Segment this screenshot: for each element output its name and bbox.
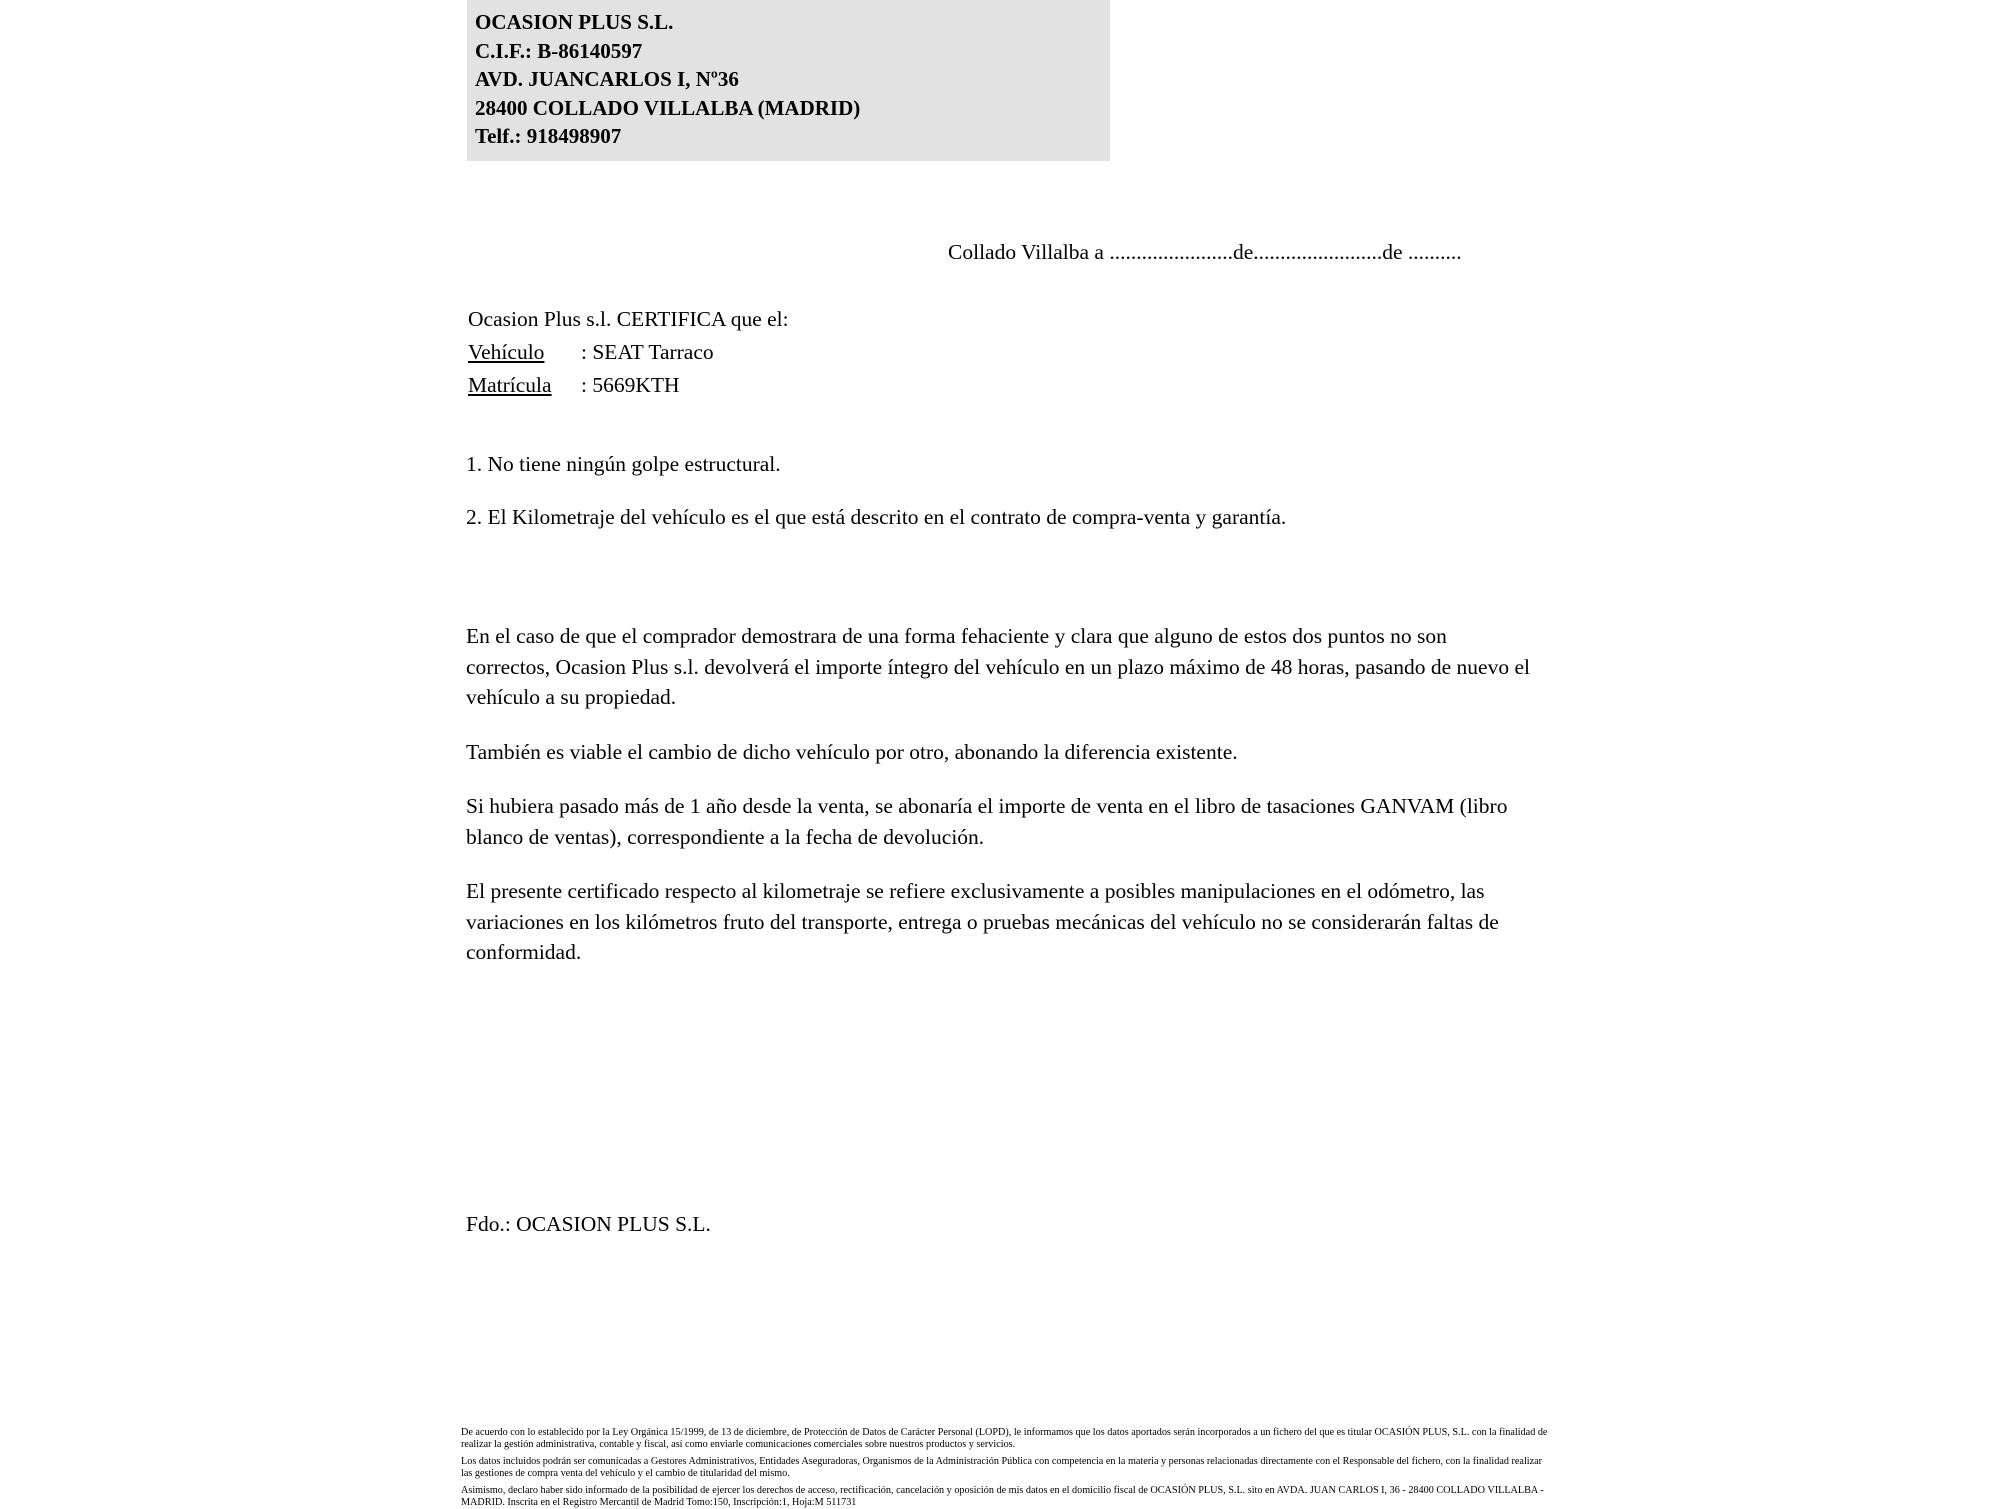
company-letterhead (467, 0, 1110, 161)
company-phone: Telf.: 918498907 (475, 124, 622, 148)
plate-label: Matrícula (468, 373, 552, 397)
signature-line: Fdo.: OCASION PLUS S.L. (466, 1212, 711, 1236)
plate-value: : 5669KTH (581, 373, 680, 397)
point-1: 1. No tiene ningún golpe estructural. (466, 452, 781, 476)
point-2: 2. El Kilometraje del vehículo es el que está descrito en el contrato de compra-venta y garantía. (466, 505, 1287, 529)
paragraph-2: También es viable el cambio de dicho vehículo por otro, abonando la diferencia existente. (466, 739, 1238, 764)
legal-paragraph-2: Los datos incluidos podrán ser comunicadas a Gestores Administrativos, Entidades Aseguradoras, Organismos de la Administración Pública con competencia en la materia y personas relacionadas directamente con el Responsable del fichero, con la finalidad realizar las gestiones de compra venta del vehículo y el cambio de titularidad del mismo. (461, 1455, 1543, 1480)
vehicle-row (468, 336, 789, 369)
paragraph-4: El presente certificado respecto al kilometraje se refiere exclusivamente a posibles manipulaciones en el odómetro, las variaciones en los kilómetros fruto del transporte, entrega o pruebas mecánicas del vehículo no se considerarán faltas de conformidad. (466, 879, 1499, 964)
vehicle-label: Vehículo (468, 340, 545, 364)
body-text (466, 621, 1536, 992)
vehicle-value: : SEAT Tarraco (581, 340, 714, 364)
company-city: 28400 COLLADO VILLALBA (MADRID) (475, 95, 861, 120)
paragraph-1: En el caso de que el comprador demostrara de una forma fehaciente y clara que alguno de estos dos puntos no son correctos, Ocasion Plus s.l. devolverá el importe íntegro del vehículo en un plazo máximo de 48 horas, pasando de nuevo el vehículo a su propiedad. (466, 624, 1530, 709)
company-cif: C.I.F.: B-86140597 (475, 38, 643, 63)
paragraph-3: Si hubiera pasado más de 1 año desde la venta, se abonaría el importe de venta en el libro de tasaciones GANVAM (libro blanco de ventas), correspondiente a la fecha de devolución. (466, 794, 1508, 849)
certification-block (468, 303, 789, 402)
certified-points (466, 452, 1286, 558)
legal-footer (461, 1427, 1551, 1509)
legal-paragraph-3: Asimismo, declaro haber sido informado de la posibilidad de ejercer los derechos de acceso, rectificación, cancelación y oposición de mis datos en el domicilio fiscal de OCASIÓN PLUS, S.L. sito en AVDA. JUAN CARLOS I, 36 - 28400 COLLADO VILLALBA - MADRID. Inscrita en el Registro Mercantil de Madrid Tomo:150, Inscripción:1, Hoja:M 511731 (461, 1484, 1544, 1509)
certify-intro: Ocasion Plus s.l. CERTIFICA que el: (468, 307, 789, 331)
company-name: OCASION PLUS S.L. (475, 10, 674, 34)
company-address: AVD. JUANCARLOS I, Nº36 (475, 67, 739, 91)
plate-row (468, 369, 789, 402)
legal-paragraph-1: De acuerdo con lo establecido por la Ley Orgánica 15/1999, de 13 de diciembre, de Protección de Datos de Carácter Personal (LOPD), le informamos que los datos aportados serán incorporados a un fichero del que es titular OCASIÓN PLUS, S.L. con la finalidad de realizar la gestión administrativa, contable y fiscal, así como enviarle comunicaciones comerciales sobre nuestros productos y servicios. (461, 1427, 1548, 1451)
date-line: Collado Villalba a .......................de........................de .......... (948, 240, 1462, 264)
